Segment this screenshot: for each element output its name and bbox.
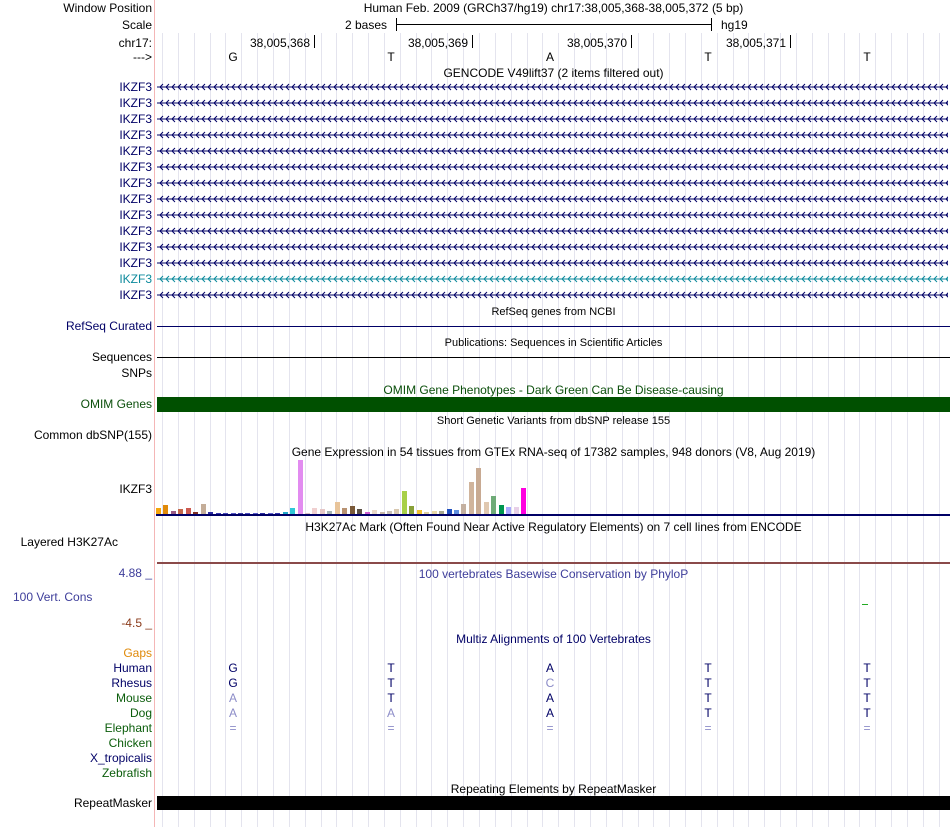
multiz-aligned-base: T [863,661,871,675]
scale-label: Scale [121,18,152,32]
gencode-item-label[interactable]: IKZF3 [119,112,152,126]
conservation-max: 4.88 _ [118,566,152,580]
gencode-item-label[interactable]: IKZF3 [119,256,152,270]
gencode-item-label[interactable]: IKZF3 [119,288,152,302]
gencode-item-label[interactable]: IKZF3 [119,160,152,174]
gencode-item-label[interactable]: IKZF3 [119,240,152,254]
gtex-chart[interactable] [156,460,950,518]
gencode-transcript-line[interactable] [157,275,948,283]
multiz-species-label[interactable]: Rhesus [111,676,152,690]
ruler-tick [631,35,632,48]
gencode-transcript-line[interactable] [157,211,948,219]
multiz-aligned-base: G [228,661,238,675]
multiz-aligned-base: = [229,721,237,735]
h3k27ac-label[interactable]: Layered H3K27Ac [20,535,118,549]
gencode-transcript-line[interactable] [157,163,948,171]
gencode-title: GENCODE V49lift37 (2 items filtered out) [443,66,664,80]
refseq-title: RefSeq genes from NCBI [491,306,616,318]
scale-bar [396,24,712,25]
gencode-transcript-line[interactable] [157,115,948,123]
omim-label[interactable]: OMIM Genes [80,397,152,411]
omim-title: OMIM Gene Phenotypes - Dark Green Can Be Disease-causing [383,383,724,397]
dbsnp-title: Short Genetic Variants from dbSNP release 155 [436,415,671,427]
gencode-item-label[interactable]: IKZF3 [119,80,152,94]
repeatmasker-label[interactable]: RepeatMasker [73,796,152,810]
multiz-aligned-base: T [387,676,395,690]
multiz-species-label[interactable]: X_tropicalis [89,751,152,765]
gencode-transcript-line[interactable] [157,83,948,91]
scale-db: hg19 [721,18,748,32]
gencode-transcript-line[interactable] [157,227,948,235]
gtex-tissue-bar[interactable] [350,506,355,514]
ruler-position-label: 38,005,370 [566,36,627,50]
gtex-tissue-bar[interactable] [201,504,206,514]
gencode-transcript-line[interactable] [157,147,948,155]
gtex-title: Gene Expression in 54 tissues from GTEx RNA-seq of 17382 samples, 948 donors (V8, Aug 2019) [291,445,816,459]
chrom-label: chr17: [118,36,152,50]
reference-base: A [545,50,554,64]
multiz-aligned-base: T [704,676,712,690]
sequences-line[interactable] [157,357,950,358]
refseq-line[interactable] [157,326,950,327]
sequences-label[interactable]: Sequences [91,350,152,364]
gtex-tissue-bar[interactable] [298,460,303,514]
multiz-aligned-base: G [228,676,238,690]
multiz-aligned-base: A [386,706,395,720]
ruler-position-label: 38,005,371 [725,36,786,50]
gencode-item-label[interactable]: IKZF3 [119,144,152,158]
multiz-species-label[interactable]: Dog [129,706,152,720]
multiz-aligned-base: T [704,691,712,705]
multiz-aligned-base: T [863,676,871,690]
multiz-aligned-base: = [387,721,395,735]
gtex-tissue-bar[interactable] [469,482,474,514]
conservation-mark[interactable] [862,604,868,605]
gtex-tissue-bar[interactable] [514,507,519,514]
gencode-transcript-line[interactable] [157,179,948,187]
refseq-label[interactable]: RefSeq Curated [65,319,152,333]
scale-text: 2 bases [345,18,388,32]
gencode-transcript-line[interactable] [157,291,948,299]
multiz-aligned-base: = [863,721,871,735]
gtex-tissue-bar[interactable] [521,488,526,514]
gtex-tissue-bar[interactable] [461,504,466,514]
conservation-title: 100 vertebrates Basewise Conservation by PhyloP [418,567,689,581]
publications-title: Publications: Sequences in Scientific Articles [444,337,663,349]
gencode-transcript-line[interactable] [157,99,948,107]
gtex-tissue-bar[interactable] [491,496,496,514]
repeatmasker-title: Repeating Elements by RepeatMasker [450,782,657,796]
multiz-aligned-base: T [387,661,395,675]
multiz-species-label[interactable]: Zebrafish [101,766,152,780]
label-divider [154,0,155,827]
multiz-aligned-base: T [704,706,712,720]
multiz-aligned-base: T [863,691,871,705]
ruler-tick [790,35,791,48]
window-position-text: Human Feb. 2009 (GRCh37/hg19) chr17:38,005,368-38,005,372 (5 bp) [363,1,744,15]
gtex-tissue-bar[interactable] [484,502,489,514]
ruler-position-label: 38,005,369 [407,36,468,50]
gtex-tissue-bar[interactable] [409,506,414,514]
multiz-aligned-base: A [545,706,554,720]
multiz-aligned-base: A [545,661,554,675]
multiz-species-label[interactable]: Human [113,661,152,675]
gtex-tissue-bar[interactable] [335,502,340,514]
gencode-item-label[interactable]: IKZF3 [119,192,152,206]
multiz-aligned-base: A [545,691,554,705]
scale-bar-left-cap [396,18,397,31]
gencode-item-label[interactable]: IKZF3 [119,208,152,222]
gaps-label[interactable]: Gaps [123,646,152,660]
gencode-item-label[interactable]: IKZF3 [119,128,152,142]
conservation-label[interactable]: 100 Vert. Cons [13,590,93,604]
multiz-aligned-base: = [546,721,554,735]
multiz-aligned-base: A [228,691,237,705]
gencode-item-label[interactable]: IKZF3 [119,224,152,238]
multiz-aligned-base: T [863,706,871,720]
gtex-tissue-bar[interactable] [499,505,504,514]
multiz-aligned-base: C [545,676,555,690]
gencode-transcript-line[interactable] [157,243,948,251]
gencode-transcript-line[interactable] [157,195,948,203]
gencode-item-label[interactable]: IKZF3 [119,272,152,286]
gtex-baseline [156,514,950,516]
gencode-item-label[interactable]: IKZF3 [119,96,152,110]
gtex-label[interactable]: IKZF3 [119,482,152,496]
multiz-aligned-base: A [228,706,237,720]
multiz-title: Multiz Alignments of 100 Vertebrates [456,632,651,646]
snps-label[interactable]: SNPs [121,366,152,380]
window-position-label: Window Position [63,1,152,15]
h3k27ac-title: H3K27Ac Mark (Often Found Near Active Regulatory Elements) on 7 cell lines from ENCODE [305,520,802,534]
reference-base: T [387,50,395,64]
multiz-aligned-base: = [704,721,712,735]
gencode-transcript-line[interactable] [157,131,948,139]
gencode-item-label[interactable]: IKZF3 [119,176,152,190]
gtex-tissue-bar[interactable] [163,505,168,514]
ruler-tick [472,35,473,48]
reference-base: T [704,50,712,64]
repeatmasker-bar[interactable] [157,796,950,810]
strand-label: ---> [133,50,152,64]
ruler-tick [314,35,315,48]
multiz-aligned-base: T [387,691,395,705]
gtex-tissue-bar[interactable] [506,507,511,514]
multiz-species-label[interactable]: Mouse [115,691,152,705]
reference-base: T [863,50,871,64]
conservation-min: -4.5 _ [121,616,152,630]
gencode-transcript-line[interactable] [157,259,948,267]
gtex-tissue-bar[interactable] [476,468,481,514]
omim-gene-bar[interactable] [157,397,950,412]
h3k27ac-signal[interactable] [157,562,950,564]
scale-bar-right-cap [711,18,712,31]
gtex-tissue-bar[interactable] [402,491,407,514]
multiz-species-label[interactable]: Elephant [104,721,152,735]
dbsnp-label[interactable]: Common dbSNP(155) [33,428,152,442]
reference-base: G [228,50,238,64]
multiz-aligned-base: T [704,661,712,675]
multiz-species-label[interactable]: Chicken [108,736,152,750]
ruler-position-label: 38,005,368 [249,36,310,50]
